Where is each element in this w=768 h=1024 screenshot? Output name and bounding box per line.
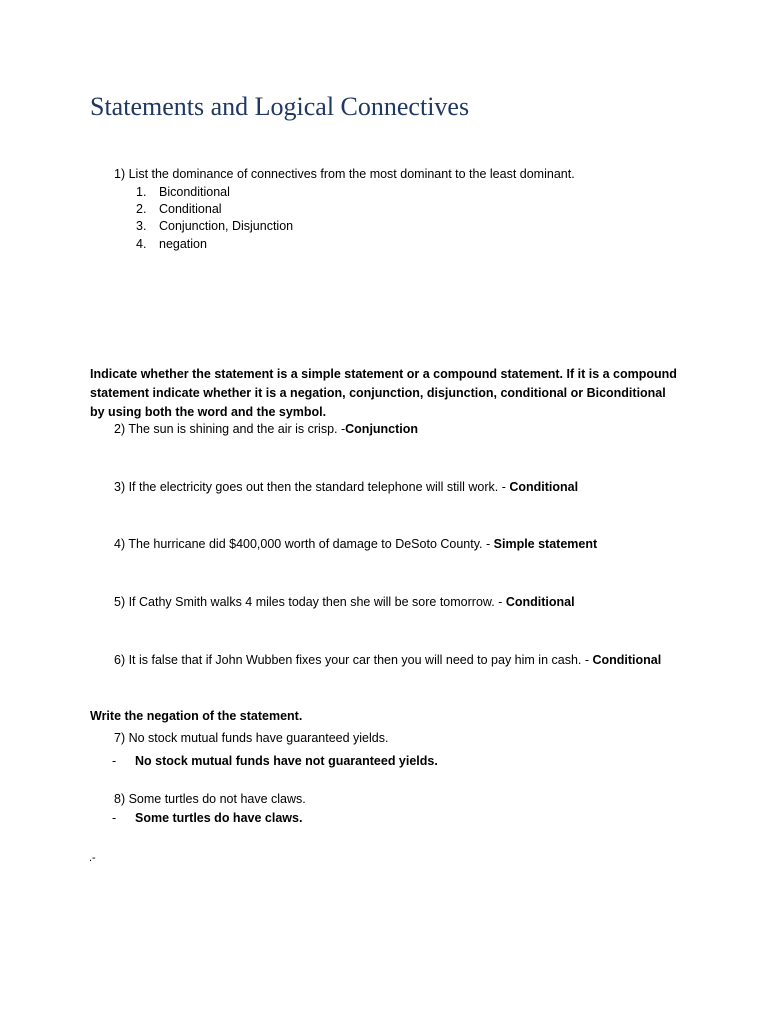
negation-answer: No stock mutual funds have not guaranteed yields. bbox=[135, 754, 438, 768]
question-text: 3) If the electricity goes out then the standard telephone will still work. - bbox=[114, 480, 510, 494]
q1-item-num: 4. bbox=[136, 237, 147, 251]
negation-dash: - bbox=[112, 754, 117, 768]
question-text: 6) It is false that if John Wubben fixes your car then you will need to pay him in cash. - bbox=[114, 653, 593, 667]
question-answer: Conditional bbox=[505, 595, 575, 609]
negation-heading: Write the negation of the statement. bbox=[90, 709, 303, 723]
question-line bbox=[114, 652, 661, 668]
question-answer: Conditional bbox=[592, 653, 662, 667]
instructions-paragraph: Indicate whether the statement is a simple statement or a compound statement. If it is a compound statement indicate whether it is a negation, conjunction, disjunction, conditional or Biconditional by using both the word and the symbol. bbox=[90, 367, 677, 419]
question-line bbox=[114, 479, 578, 495]
q1-item-text: Conditional bbox=[159, 202, 222, 216]
question-line bbox=[114, 594, 575, 610]
q1-item-text: negation bbox=[159, 237, 207, 251]
question-answer: Conditional bbox=[509, 480, 579, 494]
question-answer: Simple statement bbox=[493, 537, 598, 551]
question-text: 2) The sun is shining and the air is crisp. - bbox=[114, 422, 346, 436]
negation-question: 7) No stock mutual funds have guaranteed yields. bbox=[114, 731, 389, 745]
q1-item-num: 1. bbox=[136, 185, 147, 199]
q1-item-num: 2. bbox=[136, 202, 147, 216]
question-line bbox=[114, 421, 418, 437]
question-text: 5) If Cathy Smith walks 4 miles today then she will be sore tomorrow. - bbox=[114, 595, 506, 609]
question-text: 4) The hurricane did $400,000 worth of damage to DeSoto County. - bbox=[114, 537, 494, 551]
trailing-mark: .- bbox=[89, 852, 96, 864]
page-title: Statements and Logical Connectives bbox=[90, 92, 470, 121]
q1-item-text: Conjunction, Disjunction bbox=[159, 219, 294, 233]
negation-dash: - bbox=[112, 811, 117, 825]
q1-prompt: 1) List the dominance of connectives from the most dominant to the least dominant. bbox=[114, 167, 575, 181]
question-line bbox=[114, 536, 597, 552]
negation-question: 8) Some turtles do not have claws. bbox=[114, 792, 306, 806]
negation-answer: Some turtles do have claws. bbox=[135, 811, 303, 825]
q1-item-text: Biconditional bbox=[159, 185, 230, 199]
q1-item-num: 3. bbox=[136, 219, 147, 233]
question-answer: Conjunction bbox=[345, 422, 419, 436]
